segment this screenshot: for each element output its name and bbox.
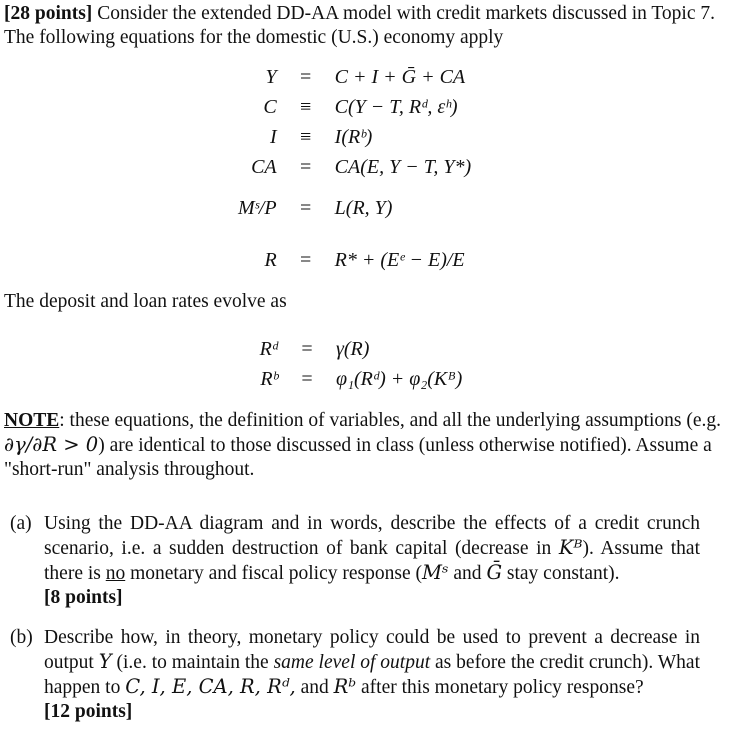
- equation-lhs: CA: [251, 155, 277, 178]
- part-a-text-3: monetary and fiscal policy response (: [130, 563, 422, 584]
- equation-relation: ≡: [300, 95, 312, 118]
- part-b-y: Y: [98, 650, 112, 673]
- note-label: NOTE: [4, 410, 60, 431]
- part-a-gbar: Ḡ: [486, 561, 503, 584]
- note-paragraph: [4, 409, 740, 482]
- equation-row: [238, 334, 462, 364]
- equation-lhs: R: [264, 248, 277, 271]
- equation-row: [238, 92, 471, 122]
- part-a-no: no: [105, 563, 126, 584]
- part-b-body: [44, 626, 700, 724]
- equation-rhs: CA(E, Y − T, Y*): [334, 155, 472, 178]
- part-b-vars: C, I, E, CA, R, Rᵈ,: [125, 675, 296, 698]
- equation-row: [238, 122, 471, 152]
- part-b-and: and: [300, 677, 329, 698]
- equation-lhs: Y: [265, 65, 277, 88]
- part-a-body: [44, 512, 700, 610]
- equation-relation: =: [300, 196, 312, 219]
- equation-rhs: C + I + Ḡ + CA: [334, 65, 466, 88]
- equation-row: [238, 234, 471, 286]
- equation-lhs: C: [263, 95, 277, 118]
- equation-row: [238, 152, 471, 182]
- part-b-text-2: (i.e. to maintain the: [116, 652, 269, 673]
- equation-lhs: I: [269, 125, 277, 148]
- part-b-points: [12 points]: [44, 701, 133, 722]
- part-b-text-1: Describe how, in theory, monetary policy could be used to prevent a decrease in output: [44, 627, 700, 673]
- equation-relation: =: [300, 65, 312, 88]
- model-equations: [238, 62, 471, 286]
- equation-rhs: φ₁(Rᵈ) + φ₂(Kᴮ): [336, 367, 463, 390]
- part-a-text-2: ). Assume that there is: [44, 538, 701, 584]
- part-a-text-1: Using the DD-AA diagram and in words, describe the effects of a credit crunch scenario, i.e. a sudden destruction of bank capital (decrease in: [44, 513, 700, 559]
- part-a-label: (a): [10, 513, 32, 534]
- equation-row: [238, 182, 471, 234]
- note-text-a: : these equations, the definition of variables, and all the underlying assumptions (e.g.: [59, 410, 722, 431]
- equation-rhs: I(Rᵇ): [334, 125, 373, 148]
- part-b-rb: Rᵇ: [333, 675, 357, 698]
- equation-lhs: Rᵇ: [260, 367, 278, 390]
- equation-rhs: R* + (Eᵉ − E)/E: [334, 248, 465, 271]
- part-a-and: and: [453, 563, 482, 584]
- part-a-text-4: stay constant).: [506, 563, 620, 584]
- part-b-label: (b): [10, 627, 33, 648]
- part-b-text-3: as before the credit crunch). What happen to: [44, 652, 701, 698]
- equation-relation: =: [300, 248, 312, 271]
- intro-paragraph: [4, 2, 740, 50]
- equation-rhs: L(R, Y): [334, 196, 393, 219]
- rates-intro: The deposit and loan rates evolve as: [4, 291, 287, 312]
- equation-rhs: γ(R): [336, 337, 370, 360]
- part-b-text-4: after this monetary policy response?: [361, 677, 644, 698]
- equation-relation: ≡: [300, 125, 312, 148]
- part-a-points: [8 points]: [44, 587, 123, 608]
- equation-relation: =: [301, 367, 313, 390]
- equation-relation: =: [301, 337, 313, 360]
- equation-relation: =: [300, 155, 312, 178]
- intro-text: Consider the extended DD-AA model with credit markets discussed in Topic 7. The following equations for the domestic (U.S.) economy apply: [4, 3, 716, 48]
- equation-lhs: Rᵈ: [259, 337, 278, 360]
- part-a-ms: Mˢ: [421, 561, 449, 584]
- rate-equations: [238, 334, 462, 394]
- part-b-emph: same level of output: [273, 652, 431, 673]
- points-label: [28 points]: [4, 3, 93, 24]
- part-a-kb: Kᴮ: [558, 536, 583, 559]
- equation-row: [238, 364, 462, 394]
- note-text-b: ) are identical to those discussed in class (unless otherwise notified). Assume a "short-run" analysis throughout.: [4, 435, 712, 480]
- note-math: ∂γ/∂R > 0: [4, 433, 99, 456]
- equation-lhs: Mˢ/P: [238, 196, 277, 219]
- equation-rhs: C(Y − T, Rᵈ, εʰ): [334, 95, 458, 118]
- equation-row: [238, 62, 471, 92]
